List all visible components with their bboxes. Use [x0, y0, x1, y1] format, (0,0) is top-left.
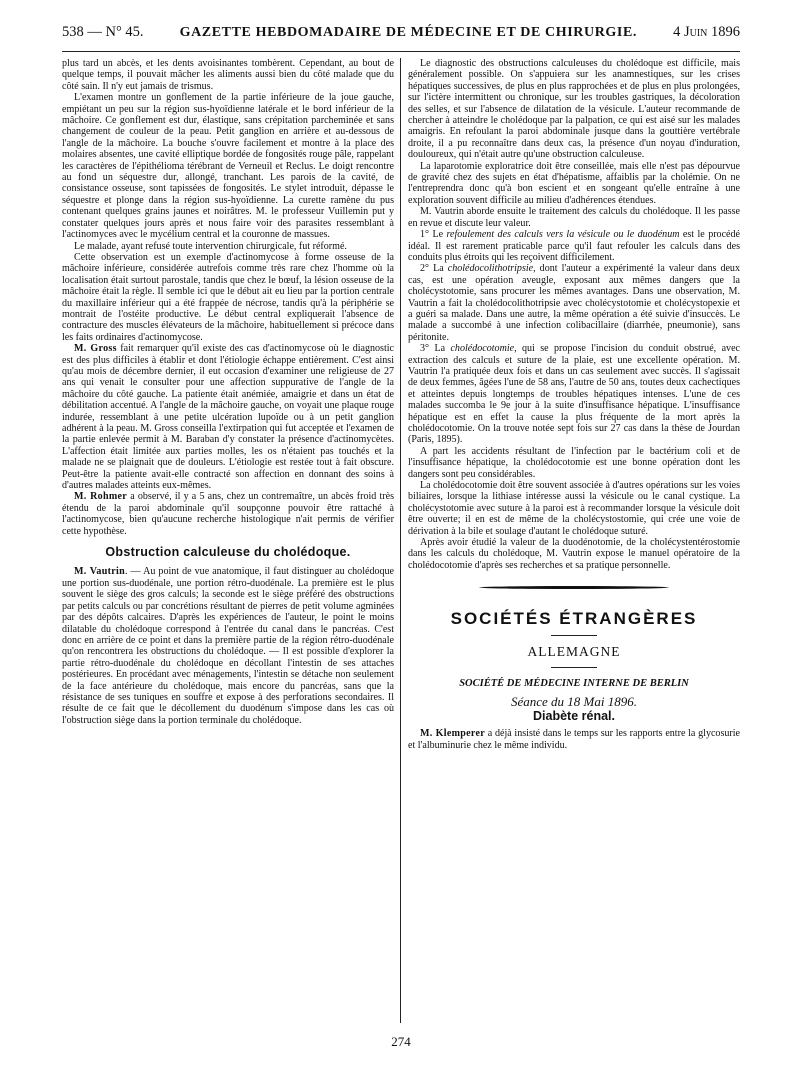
speaker-name: M. Gross: [74, 343, 117, 355]
paragraph: La cholédocotomie doit être souvent associée à d'autres opérations sur les voies biliaires, lorsque la lithiase intéresse aussi la vésicule ou le canal cystique. La cholécystotomie avec suture à la paroi est à recommander lorsque la vésicule doit être ouverte; il en est de même de la cholécystostomie, qui crée une voie de dérivation à la bile et soulage d'autant le cholédoque suturé.: [408, 480, 740, 537]
ornamental-rule: [479, 581, 669, 593]
page-number: 538 — N° 45.: [62, 24, 144, 40]
paragraph: 3° La cholédocotomie, qui se propose l'incision du conduit obstrué, avec extraction des calculs et suture de la plaie, est une excellente opération. M. Vautrin l'a pratiquée deux fois et dans un cas seulement avec succès. Il s'agissait de deux femmes, âgées l'une de 58 ans, l'autre de 50 ans, toutes deux cachectiques et atteintes depuis longtemps de troubles hépatiques intenses. L'une de ces malades succomba le 9e jour à la suite d'insuffisance hépatique. L'insuffisance hépatique est en effet la cause la plus fréquente de la mort après la cholédocotomie. On la trouve notée sept fois sur 27 cas dans la thèse de Jourdan (Paris, 1895).: [408, 343, 740, 446]
newspaper-page: [62, 24, 740, 1064]
section-title: SOCIÉTÉS ÉTRANGÈRES: [450, 609, 698, 629]
country-heading: ALLEMAGNE: [527, 643, 621, 659]
paragraph: 2° La cholédocolithotripsie, dont l'auteur a expérimenté la valeur dans deux cas, est une opération aveugle, exposant aux mêmes dangers que la cholécystotomie, sans procurer les mêmes avantages. Dans une observation, M. Vautrin a fait la cholédocolithotripsie avec cholécystotomie et cholécystopexie et a guéri sa malade. Dans une autre, la même opération a été suivie d'insuccès. Le malade a succombé à une infection colibacillaire (diarrhée, pneumonie), sans péritonite.: [408, 263, 740, 343]
subsection-heading: Diabète rénal.: [533, 708, 615, 723]
paragraph: Cette observation est un exemple d'actinomycose à forme osseuse de la mâchoire inférieure, considérée autrefois comme très rare chez l'homme où la localisation était surtout parostale, tandis que chez le bœuf, la lésion osseuse de la mâchoire était la règle. Il semble ici que le début ait eu lieu par la portion centrale du maxillaire inférieur qui a été frappée de nécrose, tandis qu'à la périphérie se montrait de l'ostéite productive. Le début central expliquerait l'absence de contracture des muscles élévateurs de la mâchoire, habituellement si précoce dans les faits ordinaires d'actinomycose.: [62, 251, 394, 343]
speaker-name: M. Rohmer: [74, 491, 128, 503]
column-divider: [400, 58, 401, 1023]
journal-title: GAZETTE HEBDOMADAIRE DE MÉDECINE ET DE CHIRURGIE.: [179, 25, 637, 40]
paragraph: L'examen montre un gonflement de la partie inférieure de la joue gauche, empiétant un peu sur la région sus-hyoïdienne latérale et le bord inférieur de la mâchoire. Ce gonflement est dur, élastique, sans crépitation parcheminée et sans changement de couleur de la peau. Petit ganglion en arrière et au-dessous de l'angle de la mâchoire. La bouche s'ouvre facilement et montre à la place des molaires absentes, une cavité elliptique bordée de fongosités rouge pâle, rappelant les caractères de l'épithélioma térébrant de Verneuil et Reclus. Le doigt rencontre au fond un séquestre dur, allongé, tranchant. Les parois de la cavité, de consistance osseuse, sont tapissées de fongosités. Le stylet introduit, dépasse le séquestre et plonge dans la région sus-hyoïdienne. La curette ramène du pus contenant quelques grains jaunes et noirâtres. M. le professeur Vuillemin put y constater quelques jours après et nous faire voir des parasites ressemblant à l'actinomyces avec le mycélium central et la couronne de massues.: [62, 92, 394, 241]
paragraph: M. Rohmer a observé, il y a 5 ans, chez un contremaître, un abcès froid très étendu de la paroi abdominale qu'il soupçonne pouvoir être rattaché à l'actinomycose, bien qu'aucune recherche histologique n'ait permis de vérifier cette hypothèse.: [62, 491, 394, 537]
folio-number: 274: [391, 1034, 411, 1049]
right-column: [408, 58, 740, 1026]
paragraph: plus tard un abcès, et les dents avoisinantes tombèrent. Cependant, au bout de quelque temps, il pouvait mâcher les aliments aussi bien du côté malade que du côté sain. Il n'y eut jamais de trismus.: [62, 58, 394, 92]
paragraph: M. Vautrin aborde ensuite le traitement des calculs du cholédoque. Il les passe en revue et discute leur valeur.: [408, 206, 740, 229]
paragraph: Le diagnostic des obstructions calculeuses du cholédoque est difficile, mais généralement possible. On s'appuiera sur les anamnestiques, sur les crises hépatiques successives, de plus en plus rapprochées et de plus en plus prolongées, sur l'ictère intermittent ou chronique, sur les troubles gastriques, la décoloration des selles, et sur l'absence de dilatation de la vésicule. L'auteur recommande de chercher à atteindre le cholédoque par la palpation, ce qui est aisé sur les malades amaigris. En refoulant la paroi abdominale jusque dans la gouttière vertébrale droite, il a pu reconnaître dans deux cas, la présence d'un noyau d'induration, douloureux, qui n'était autre qu'une obstruction calculeuse.: [408, 58, 740, 161]
paragraph: M. Vautrin. — Au point de vue anatomique, il faut distinguer au cholédoque une portion sus-duodénale, une portion rétro-duodénale. La première est le plus souvent le siège des gros calculs; la seconde est le siège préféré des obstructions par petits calculs ou par concrétions résultant de pierres de petit volume agminées par des dépôts calcaires. D'après les expériences de l'auteur, le point le moins dilatable du cholédoque correspond à l'entrée du canal dans le pancréas. C'est donc en arrière de ce point et dans la première partie de la région rétro-duodénale qu'on rencontrera les obstructions du cholédoque. — Il est possible d'explorer la partie rétro-duodénale du cholédoque en décollant l'intestin de ses attaches postérieures. En procédant avec ménagements, l'intestin se détache non seulement de la face antérieure du cholédoque, mais encore du pancréas, sans que la résistance de ses tuniques en souffre et expose à des perforations secondaires. Il résulte de ce fait que le décollement du duodénum s'impose dans les cas où l'obstruction siège dans la portion terminale du cholédoque.: [62, 566, 394, 726]
running-header: [62, 24, 740, 52]
society-name: SOCIÉTÉ DE MÉDECINE INTERNE DE BERLIN: [459, 678, 689, 690]
paragraph: A part les accidents résultant de l'infection par le bactérium coli et de l'insuffisance hépatique, la cholédocotomie est une bonne opération dont les dangers sont peu considérables.: [408, 445, 740, 480]
speaker-name: M. Klemperer: [420, 728, 486, 740]
paragraph: Après avoir étudié la valeur de la duodénotomie, de la cholécystentérostomie dans les calculs du cholédoque, M. Vautrin expose le manuel opératoire de la cholédocotomie d'après ses recherches et sa pratique personnelle.: [408, 537, 740, 571]
speaker-name: M. Vautrin: [74, 566, 125, 578]
paragraph: Le malade, ayant refusé toute intervention chirurgicale, fut réformé.: [74, 240, 347, 252]
issue-date: 4 Juin 1896: [673, 24, 740, 40]
left-column: [62, 58, 394, 1026]
paragraph: M. Klemperer a déjà insisté dans le temps sur les rapports entre la glycosurie et l'albuminurie chez le même individu.: [408, 728, 740, 751]
paragraph: M. Gross fait remarquer qu'il existe des cas d'actinomycose où le diagnostic est des plus difficiles à établir et dont l'étiologie échappe entièrement. C'est ainsi qu'au mois de décembre dernier, il eut occasion d'examiner une religieuse de 27 ans qui venait le consulter pour une affection suppurative de l'angle de la mâchoire du côté gauche. La patiente était anémiée, amaigrie et dans un état de débilitation accentué. A l'angle de la mâchoire gauche, on voyait une plaque rouge indurée, ressemblant à une petite ulcération lupoïde ou à un petit ganglion adhérent à la peau. M. Gross conseilla l'extirpation qui fut acceptée et l'examen de la partie enlevée permit à M. Baraban d'y constater la présence d'actinomycètes. L'affection était limitée aux parties molles, les os n'étaient pas touchés et la malade ne se plaignait que de douleurs. L'étiologie est restée tout à fait obscure. Peut-être la patiente avait-elle contracté son affection en donnant des soins à d'autres malades atteints eux-mêmes.: [62, 343, 394, 492]
divider: [551, 635, 597, 636]
paragraph: 1° Le refoulement des calculs vers la vésicule ou le duodénum est le procédé idéal. Il est rarement praticable parce qu'il faut refouler les calculs dans des conduits plus étroits qui les reçoivent difficilement.: [408, 229, 740, 263]
columns: [62, 58, 740, 1026]
section-heading: Obstruction calculeuse du cholédoque.: [105, 545, 351, 560]
paragraph: La laparotomie exploratrice doit être conseillée, mais elle n'est pas dépourvue de gravité chez des sujets en état d'hépatisme, affaiblis par la cholémie. On ne l'entreprendra donc qu'à bon escient et en songeant qu'elle entraîne à une exploration souvent difficile au milieu d'adhérences étendues.: [408, 160, 740, 206]
session-date: Séance du 18 Mai 1896.: [510, 693, 637, 709]
divider: [551, 667, 597, 668]
